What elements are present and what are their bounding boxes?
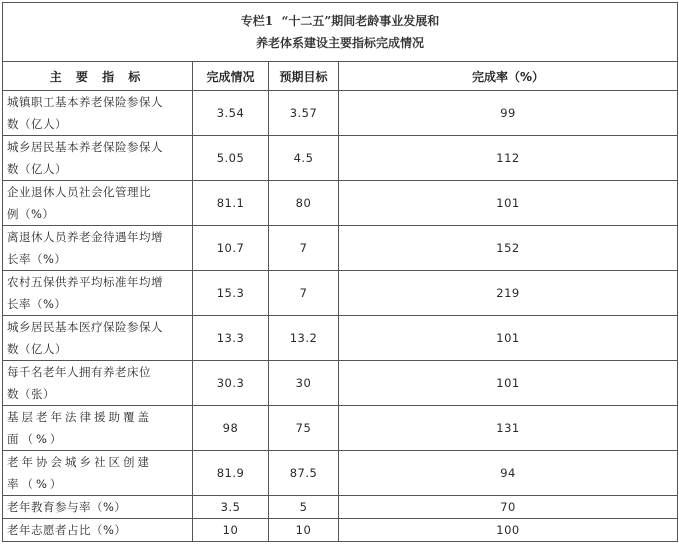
target-cell: 10	[269, 519, 339, 542]
actual-cell: 15.3	[193, 271, 269, 316]
target-cell: 87.5	[269, 451, 339, 496]
table-row	[3, 181, 678, 226]
indicator-text: 离退休人员养老金待遇年均增	[7, 230, 163, 244]
indicator-text: 长率（%）	[7, 252, 67, 266]
indicator-table-document	[2, 2, 677, 542]
header-indicator: 主 要 指 标	[3, 62, 193, 91]
target-cell: 13.2	[269, 316, 339, 361]
indicator-table	[2, 2, 678, 542]
actual-cell: 81.9	[193, 451, 269, 496]
indicator-text: 老年协会城乡社区创建	[7, 455, 152, 469]
indicator-cell	[3, 496, 193, 519]
table-row	[3, 406, 678, 451]
indicator-text: 企业退休人员社会化管理比	[7, 185, 151, 199]
indicator-text: 数（亿人）	[7, 117, 67, 131]
rate-cell: 219	[339, 271, 678, 316]
indicator-cell	[3, 451, 193, 496]
target-cell: 7	[269, 271, 339, 316]
header-row	[3, 62, 678, 91]
rate-cell: 94	[339, 451, 678, 496]
rate-cell: 70	[339, 496, 678, 519]
table-row	[3, 136, 678, 181]
indicator-cell	[3, 136, 193, 181]
indicator-text: 率（%）	[7, 477, 65, 491]
rate-cell: 152	[339, 226, 678, 271]
rate-cell: 101	[339, 361, 678, 406]
header-rate: 完成率（%）	[339, 62, 678, 91]
table-row	[3, 496, 678, 519]
table-row	[3, 271, 678, 316]
target-cell: 3.57	[269, 91, 339, 136]
target-cell: 30	[269, 361, 339, 406]
actual-cell: 81.1	[193, 181, 269, 226]
table-row	[3, 316, 678, 361]
actual-cell: 13.3	[193, 316, 269, 361]
actual-cell: 5.05	[193, 136, 269, 181]
indicator-text: 长率（%）	[7, 297, 67, 311]
caption-line-1: 专栏1 “十二五”期间老龄事业发展和	[240, 14, 440, 28]
rate-cell: 99	[339, 91, 678, 136]
caption-line-2: 养老体系建设主要指标完成情况	[256, 36, 425, 50]
indicator-cell	[3, 361, 193, 406]
header-actual: 完成情况	[193, 62, 269, 91]
indicator-text: 城镇职工基本养老保险参保人	[7, 95, 163, 109]
indicator-text: 城乡居民基本养老保险参保人	[7, 140, 163, 154]
indicator-text: 农村五保供养平均标准年均增	[7, 275, 163, 289]
target-cell: 80	[269, 181, 339, 226]
indicator-text: 城乡居民基本医疗保险参保人	[7, 320, 163, 334]
rate-cell: 131	[339, 406, 678, 451]
rate-cell: 112	[339, 136, 678, 181]
indicator-text: 老年志愿者占比（%）	[7, 523, 127, 537]
indicator-text: 例（%）	[7, 207, 55, 221]
indicator-cell	[3, 271, 193, 316]
target-cell: 7	[269, 226, 339, 271]
rate-cell: 101	[339, 316, 678, 361]
table-row	[3, 361, 678, 406]
indicator-text: 数（张）	[7, 387, 55, 401]
target-cell: 4.5	[269, 136, 339, 181]
indicator-cell	[3, 91, 193, 136]
indicator-cell	[3, 519, 193, 542]
rate-cell: 101	[339, 181, 678, 226]
actual-cell: 98	[193, 406, 269, 451]
table-caption	[3, 3, 678, 62]
table-row	[3, 226, 678, 271]
actual-cell: 3.54	[193, 91, 269, 136]
indicator-text: 每千名老年人拥有养老床位	[7, 365, 151, 379]
target-cell: 75	[269, 406, 339, 451]
target-cell: 5	[269, 496, 339, 519]
actual-cell: 3.5	[193, 496, 269, 519]
indicator-text: 老年教育参与率（%）	[7, 500, 127, 514]
table-row	[3, 91, 678, 136]
indicator-text: 数（亿人）	[7, 162, 67, 176]
indicator-text: 面（%）	[7, 432, 65, 446]
actual-cell: 30.3	[193, 361, 269, 406]
indicator-cell	[3, 181, 193, 226]
actual-cell: 10.7	[193, 226, 269, 271]
indicator-text: 数（亿人）	[7, 342, 67, 356]
indicator-cell	[3, 226, 193, 271]
header-target: 预期目标	[269, 62, 339, 91]
actual-cell: 10	[193, 519, 269, 542]
indicator-cell	[3, 316, 193, 361]
indicator-text: 基层老年法律援助覆盖	[7, 410, 152, 424]
indicator-cell	[3, 406, 193, 451]
rate-cell: 100	[339, 519, 678, 542]
table-row	[3, 451, 678, 496]
table-row	[3, 519, 678, 542]
